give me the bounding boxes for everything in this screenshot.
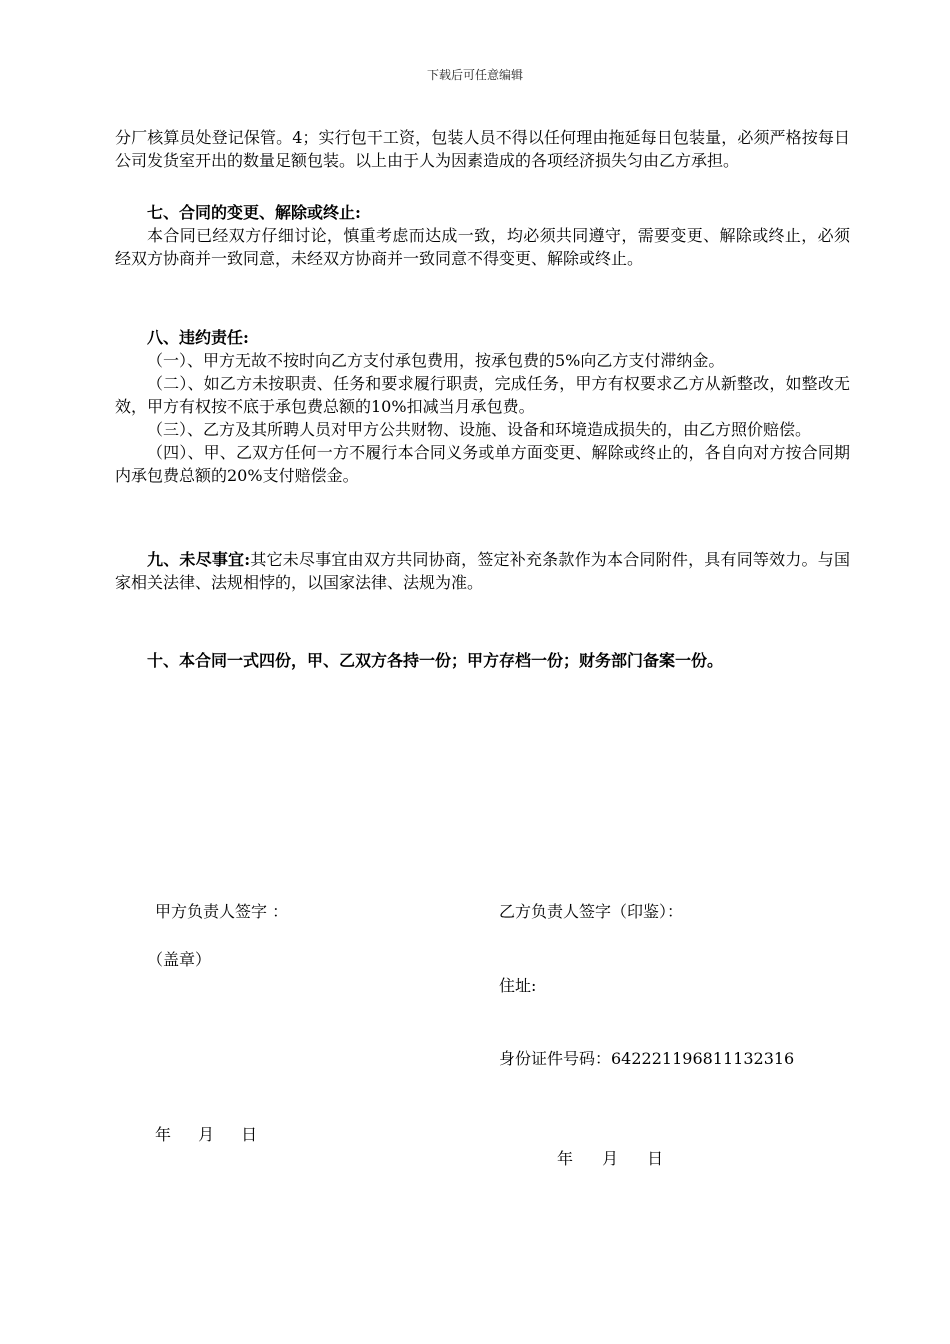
section-10-text: 十、本合同一式四份，甲、乙双方各持一份；甲方存档一份；财务部门备案一份。 bbox=[147, 651, 724, 670]
section-8-item: （四）、甲、乙双方任何一方不履行本合同义务或单方面变更、解除或终止的，各自向对方按合同期内承包费总额的20%支付赔偿金。 bbox=[115, 443, 850, 485]
section-8-item: （一）、甲方无故不按时向乙方支付承包费用，按承包费的5%向乙方支付滞纳金。 bbox=[147, 351, 725, 370]
party-a-date: 年 月 日 bbox=[155, 1125, 258, 1144]
section-8-heading: 八、违约责任: bbox=[147, 328, 249, 347]
section-7-heading: 七、合同的变更、解除或终止: bbox=[147, 203, 361, 222]
section-9 bbox=[115, 548, 850, 594]
section-8-item: （二）、如乙方未按职责、任务和要求履行职责，完成任务，甲方有权要求乙方从新整改，如整改无效，甲方有权按不底于承包费总额的10%扣减当月承包费。 bbox=[115, 374, 850, 416]
party-b-date: 年 月 日 bbox=[557, 1149, 664, 1168]
party-a-seal-label: （盖章） bbox=[147, 950, 212, 969]
section-8-item: （三）、乙方及其所聘人员对甲方公共财物、设施、设备和环境造成损失的，由乙方照价赔偿。 bbox=[147, 420, 812, 439]
section-7-body: 本合同已经双方仔细讨论，慎重考虑而达成一致，均必须共同遵守，需要变更、解除或终止，必须经双方协商并一致同意，未经双方协商并一致同意不得变更、解除或终止。 bbox=[115, 226, 850, 268]
section-9-body: 其它未尽事宜由双方共同协商，签定补充条款作为本合同附件，具有同等效力。与国家相关法律、法规相悖的，以国家法律、法规为准。 bbox=[115, 550, 850, 592]
section-6-tail bbox=[115, 126, 850, 172]
section-7 bbox=[115, 201, 850, 270]
party-a-signature-label: 甲方负责人签字 ： bbox=[155, 902, 289, 921]
section-9-paragraph bbox=[115, 548, 850, 594]
section-9-heading: 九、未尽事宜: bbox=[147, 550, 251, 569]
party-b-signature-label: 乙方负责人签字（印鉴）： bbox=[499, 902, 684, 921]
party-b-id-number: 身份证件号码：642221196811132316 bbox=[499, 1049, 795, 1068]
page-header-note: 下载后可任意编辑 bbox=[426, 68, 523, 82]
section-8 bbox=[115, 326, 850, 487]
section-6-paragraph: 分厂核算员处登记保管。4；实行包干工资，包装人员不得以任何理由拖延每日包装量，必须严格按每日公司发货室开出的数量足额包装。以上由于人为因素造成的各项经济损失匀由乙方承担。 bbox=[115, 128, 850, 170]
section-10 bbox=[115, 649, 850, 672]
party-b-address-label: 住址: bbox=[499, 976, 537, 995]
